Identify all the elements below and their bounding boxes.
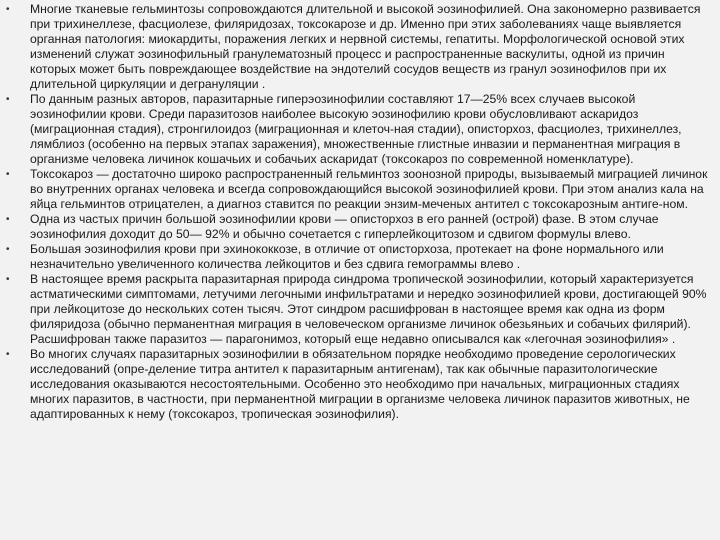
bullet-icon: • (6, 244, 10, 255)
paragraph-text: В настоящее время раскрыта паразитарная природа синдрома тропической эозинофилии, который характеризуется астматическими симптомами, летучими легочными инфильтратами и нередко эозинофилией крови, достигающей 90% при лейкоцитозе до нескольких сотен тысяч. Этот синдром расшифрован в настоящее время как одна из форм филяридоза (обычно перманентная миграция в человеческом организме личинок обезьяньих и собачьих филярий). Расшифрован также паразитоз — парагонимоз, который еще недавно описывался как «легочная эозинофилия» . (30, 272, 707, 346)
paragraph-text: Токсокароз — достаточно широко распространенный гельминтоз зоонозной природы, вызываемый миграцией личинок во внутренних органах человека и всегда сопровождающийся высокой эозинофилией крови. При этом анализ кала на яйца гельминтов отрицателен, а диагноз ставится по реакции энзим-меченых антител с токсокарозным антиге-ном. (30, 167, 708, 211)
list-item (6, 272, 712, 347)
paragraph-text: Многие тканевые гельминтозы сопровождаются длительной и высокой эозинофилией. Она закономерно развивается при трихинеллезе, фасциолезе, филяридозах, токсокарозе и др. Именно при этих заболеваниях чаще выявляется органная патология: миокардиты, поражения легких и нервной системы, гепатиты. Морфологической основой этих изменений служат эозинофильный гранулематозный процесс и распространенные васкулиты, одной из причин которых может быть повреждающее воздействие на эндотелий сосудов веществ из гранул эозинофилов при их длительной циркуляции и дегрануляции . (30, 2, 701, 91)
list-item (6, 347, 712, 422)
list-item (6, 242, 712, 272)
list-item (6, 212, 712, 242)
paragraph-text: Во многих случаях паразитарных эозинофилии в обязательном порядке необходимо проведение серологических исследований (опре-деление титра антител к паразитарным антигенам), так как обычные паразитологические исследования оказываются несостоятельными. Особенно это необходимо при начальных, миграционных стадиях многих паразитов, в частности, при перманентной миграции в организме человека личинок паразитов животных, не адаптированных к нему (токсокароз, тропическая эозинофилия). (30, 347, 690, 421)
bullet-icon: • (6, 214, 10, 225)
bullet-icon: • (6, 4, 10, 15)
paragraph-text: По данным разных авторов, паразитарные гиперэозинофилии составляют 17—25% всех случаев высокой эозинофилии крови. Среди паразитозов наиболее высокую эозинофилию крови обусловливают аскаридоз (миграционная стадия), стронгилоидоз (миграционная и клеточ-ная стадии), описторхоз, фасциолез, трихинеллез, лямблиоз (особенно на первых этапах заражения), множественные глистные инвазии и перманентная миграция в организме человека личинок кошачьих и собачьих аскаридат (токсокароз по современной номенклатуре). (30, 92, 682, 166)
list-item (6, 2, 712, 92)
bullet-icon: • (6, 349, 10, 360)
paragraph-text: Одна из частых причин большой эозинофилии крови — описторхоз в его ранней (острой) фазе. В этом случае эозинофилия доходит до 50— 92% и обычно сочетается с гиперлейкоцитозом и сдвигом формулы влево. (30, 212, 659, 241)
bullet-icon: • (6, 274, 10, 285)
list-item (6, 92, 712, 167)
paragraph-text: Большая эозинофилия крови при эхинококкозе, в отличие от описторхоза, протекает на фоне нормального или незначительно увеличенного количества лейкоцитов и без сдвига гемограммы влево . (30, 242, 664, 271)
bullet-list (6, 2, 712, 422)
list-item (6, 167, 712, 212)
bullet-icon: • (6, 94, 10, 105)
bullet-icon: • (6, 169, 10, 180)
